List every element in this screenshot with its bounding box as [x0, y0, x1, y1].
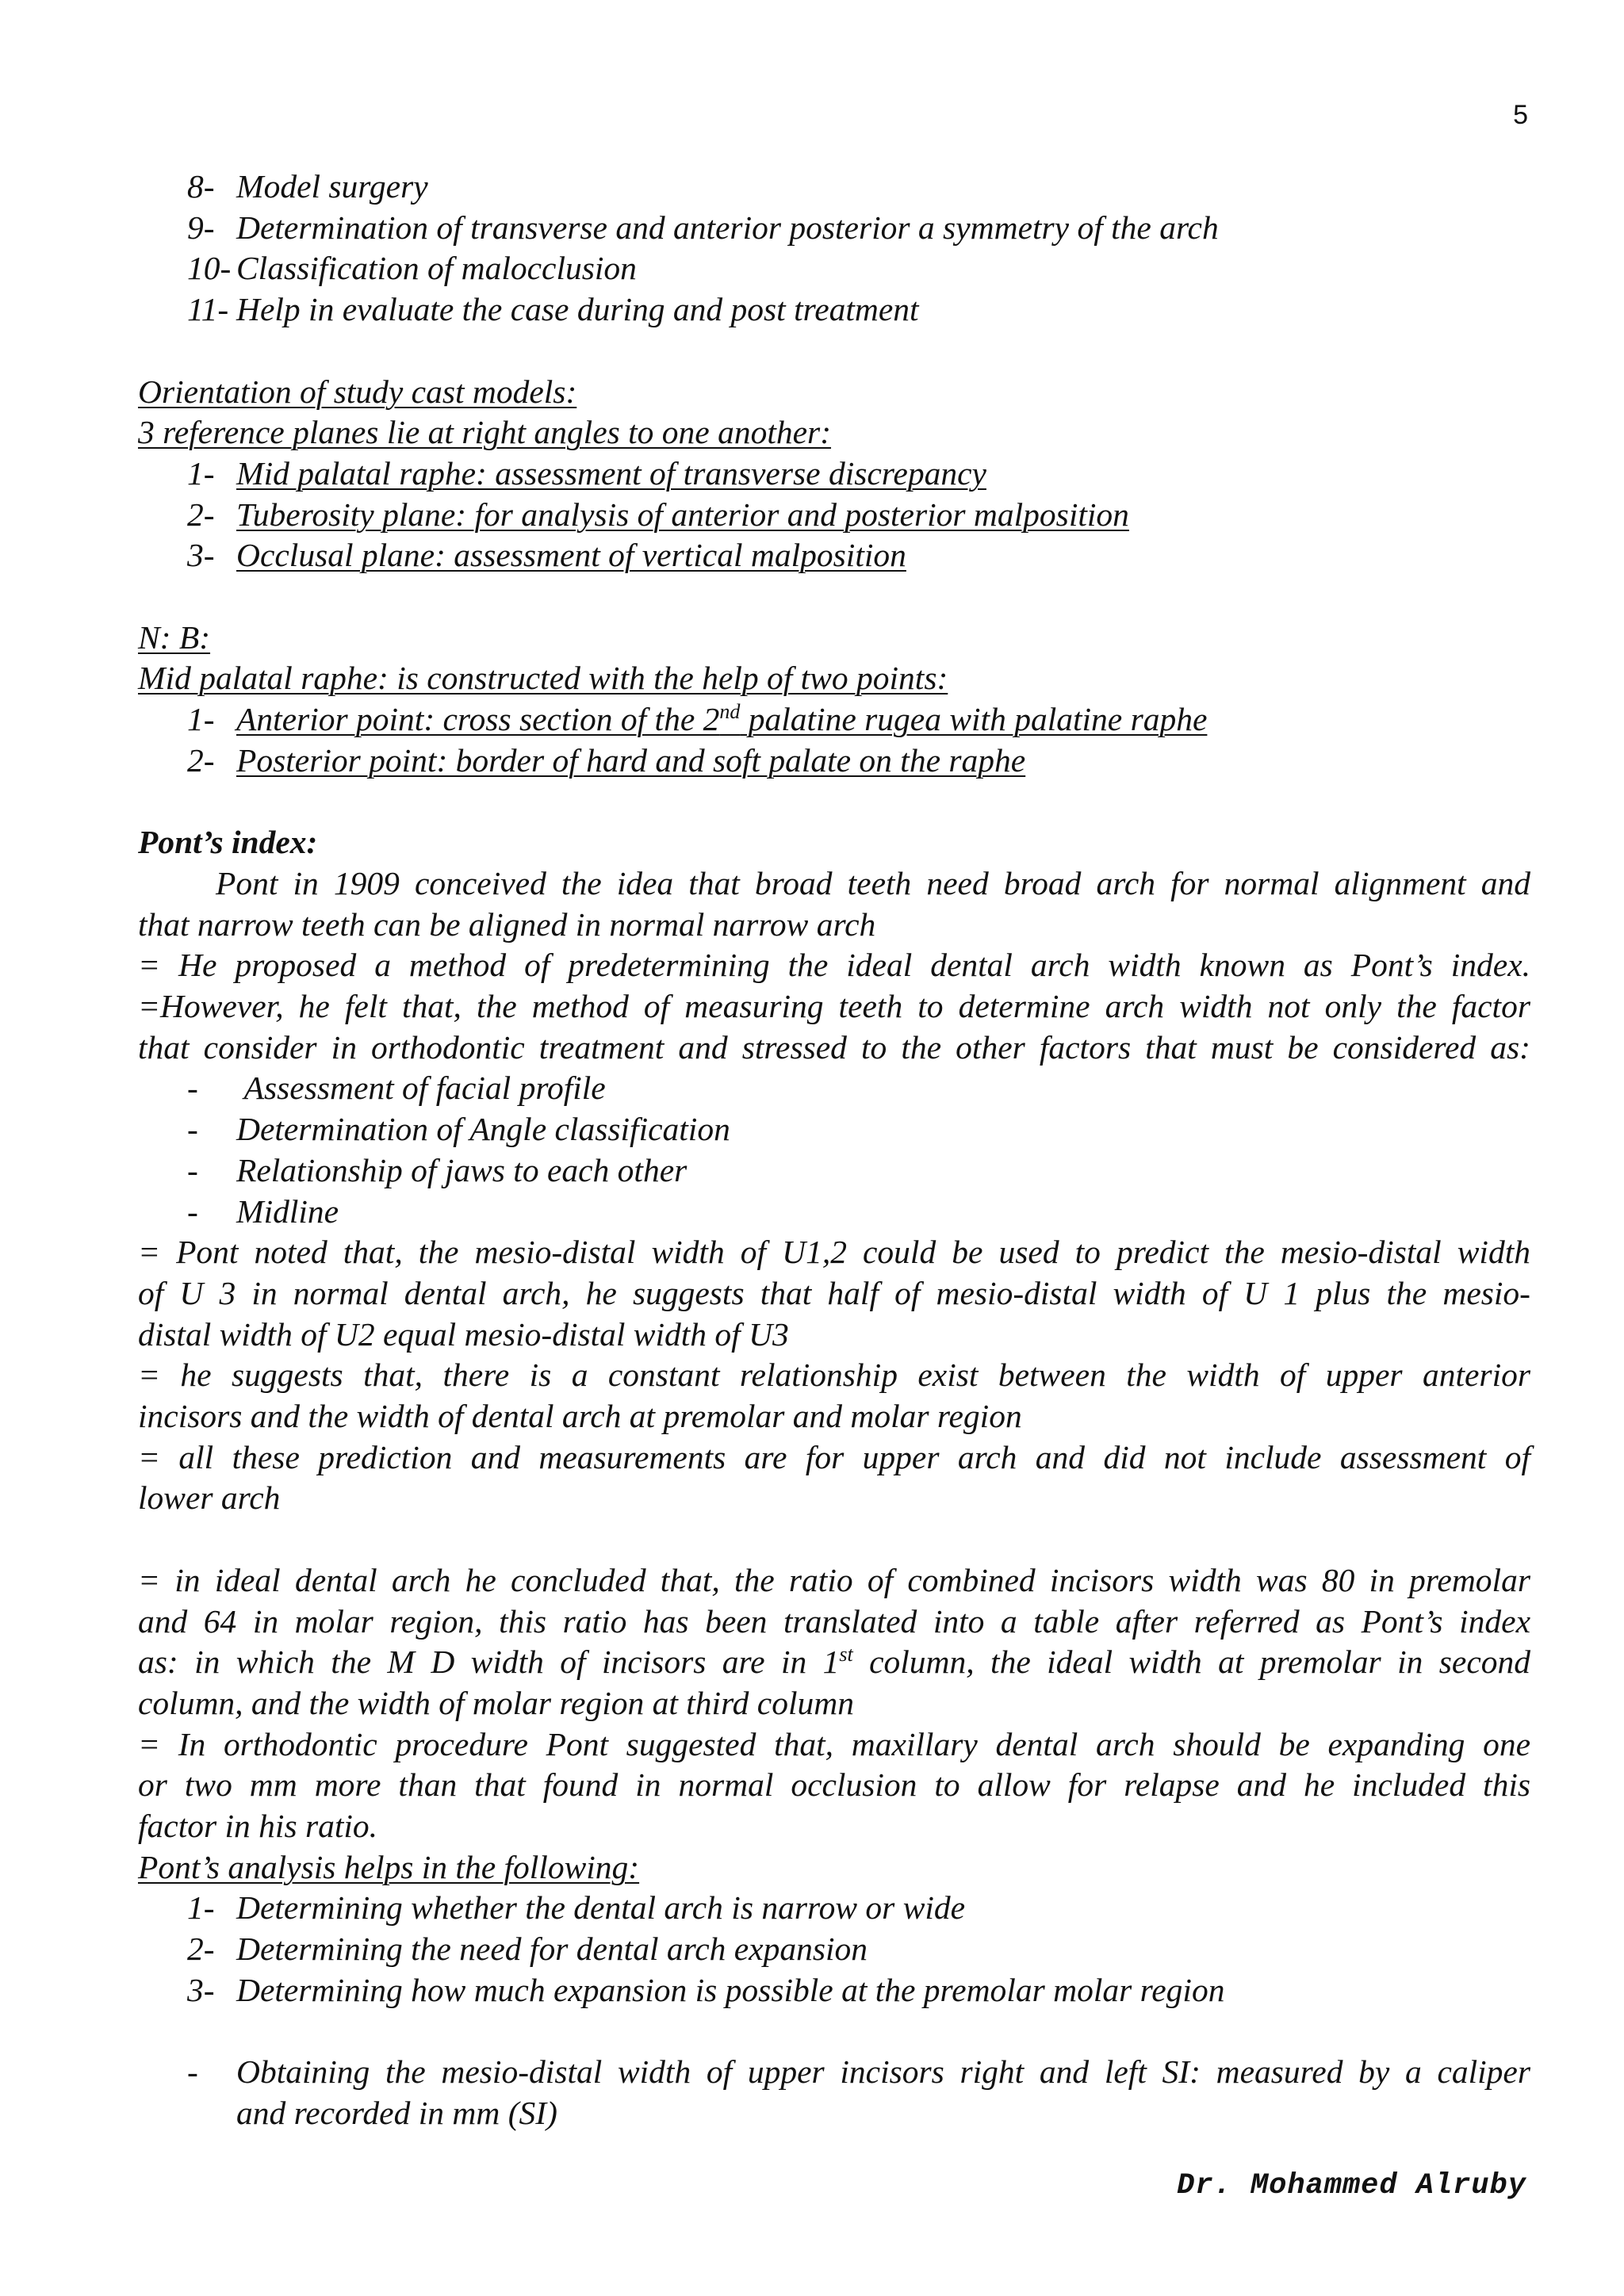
- nb-heading: N: B:: [138, 618, 211, 656]
- list-item: [138, 1150, 1530, 1192]
- text-part: palatine rugea with palatine raphe: [740, 701, 1208, 738]
- analysis-heading: Pont’s analysis helps in the following:: [138, 1848, 640, 1885]
- list-item: [138, 495, 1530, 536]
- list-item: [138, 699, 1530, 740]
- list-item: [138, 1970, 1530, 2011]
- orientation-heading: Orientation of study cast models:: [138, 373, 577, 410]
- list-item: [138, 535, 1530, 576]
- list-item: [138, 166, 1530, 208]
- list-item: [138, 2052, 1530, 2133]
- paragraph-line: distal width of U2 equal mesio-distal width of U3: [138, 1315, 789, 1353]
- list-text: Midline: [236, 1192, 339, 1230]
- paragraph-line: = he suggests that, there is a constant relationship exist between the width of upper anterior: [138, 1357, 1530, 1394]
- list-number: 9-: [187, 209, 215, 246]
- list-item: [138, 1888, 1530, 1929]
- list-text: Occlusal plane: assessment of vertical malposition: [236, 537, 906, 574]
- paragraph-line: that narrow teeth can be aligned in normal narrow arch: [138, 905, 876, 943]
- list-number: 2-: [187, 1931, 215, 1968]
- list-number: 2-: [187, 496, 215, 533]
- paragraph-line: [138, 1642, 1530, 1683]
- paragraph-line: = In orthodontic procedure Pont suggested that, maxillary dental arch should be expanding one: [138, 1725, 1530, 1762]
- list-item: [138, 1192, 1530, 1233]
- list-text: Determining how much expansion is possible at the premolar molar region: [236, 1971, 1225, 2008]
- author-signature: Dr. Mohammed Alruby: [1177, 2169, 1526, 2202]
- paragraph-line: factor in his ratio.: [138, 1808, 378, 1845]
- list-dash: -: [187, 2053, 198, 2091]
- list-text: Assessment of facial profile: [236, 1070, 606, 1107]
- list-item: [138, 289, 1530, 331]
- list-number: 10-: [187, 250, 232, 287]
- page-content: [138, 166, 1530, 2134]
- list-number: 1-: [187, 701, 215, 738]
- list-number: 11-: [187, 291, 229, 328]
- list-text: Relationship of jaws to each other: [236, 1151, 688, 1188]
- orientation-subheading: 3 reference planes lie at right angles to one another:: [138, 414, 832, 451]
- paragraph-line: lower arch: [138, 1479, 281, 1517]
- paragraph-text: Pont in 1909 conceived the idea that broad teeth need broad arch for normal alignment and: [216, 864, 1530, 901]
- list-number: 8-: [187, 168, 215, 205]
- paragraph-line: [138, 863, 1530, 905]
- superscript: st: [839, 1643, 853, 1667]
- list-text: and recorded in mm (SI): [236, 2094, 557, 2131]
- list-text: Determination of transverse and anterior posterior a symmetry of the arch: [236, 209, 1219, 246]
- text-part: Anterior point: cross section of the 2: [236, 701, 720, 738]
- list-item: [138, 1068, 1530, 1109]
- list-text: Determination of Angle classification: [236, 1111, 730, 1148]
- paragraph-line: = all these prediction and measurements are for upper arch and did not include assessment of: [138, 1438, 1530, 1475]
- nb-subheading: Mid palatal raphe: is constructed with the help of two points:: [138, 660, 948, 697]
- list-text: Tuberosity plane: for analysis of anterior and posterior malposition: [236, 496, 1129, 533]
- list-dash: -: [187, 1070, 198, 1107]
- page-number: 5: [1513, 100, 1528, 130]
- list-dash: -: [187, 1192, 198, 1230]
- list-number: 3-: [187, 1971, 215, 2008]
- list-number: 2-: [187, 741, 215, 779]
- list-text: [236, 701, 1207, 737]
- paragraph-line: = He proposed a method of predetermining the ideal dental arch width known as Pont’s index.: [138, 947, 1530, 984]
- paragraph-line: = Pont noted that, the mesio-distal width of U1,2 could be used to predict the mesio-distal width: [138, 1234, 1530, 1271]
- paragraph-line: =However, he felt that, the method of measuring teeth to determine arch width not only the factor: [138, 988, 1530, 1025]
- list-number: 1-: [187, 454, 215, 492]
- paragraph-line: or two mm more than that found in normal occlusion to allow for relapse and he included this: [138, 1766, 1530, 1804]
- list-item: [138, 208, 1530, 249]
- paragraph-line: that consider in orthodontic treatment and stressed to the other factors that must be considered as:: [138, 1028, 1530, 1066]
- list-item: [138, 740, 1530, 782]
- list-text: Help in evaluate the case during and post treatment: [236, 291, 919, 328]
- list-dash: -: [187, 1111, 198, 1148]
- paragraph-line: and 64 in molar region, this ratio has been translated into a table after referred as Pont’s index: [138, 1602, 1530, 1640]
- list-text: Classification of malocclusion: [236, 250, 637, 287]
- ponts-heading: Pont’s index:: [138, 824, 318, 861]
- list-item: [138, 1109, 1530, 1150]
- list-text: Mid palatal raphe: assessment of transverse discrepancy: [236, 454, 986, 492]
- text-part: as: in which the M D width of incisors are in 1: [138, 1644, 840, 1681]
- list-item: [138, 453, 1530, 495]
- list-item: [138, 1929, 1530, 1970]
- list-text: Model surgery: [236, 168, 428, 205]
- list-number: 1-: [187, 1889, 215, 1927]
- list-dash: -: [187, 1151, 198, 1188]
- paragraph-line: column, and the width of molar region at third column: [138, 1684, 854, 1721]
- list-item: [138, 248, 1530, 289]
- list-text: Obtaining the mesio-distal width of upper incisors right and left SI: measured by a caliper: [236, 2053, 1530, 2091]
- superscript: nd: [719, 700, 741, 724]
- text-part: column, the ideal width at premolar in second: [852, 1644, 1530, 1681]
- list-text: Determining whether the dental arch is narrow or wide: [236, 1889, 966, 1927]
- paragraph-line: = in ideal dental arch he concluded that, the ratio of combined incisors width was 80 in premolar: [138, 1561, 1530, 1598]
- list-text: Determining the need for dental arch expansion: [236, 1931, 868, 1968]
- list-text: Posterior point: border of hard and soft palate on the raphe: [236, 741, 1026, 779]
- list-number: 3-: [187, 537, 215, 574]
- paragraph-line: of U 3 in normal dental arch, he suggests that half of mesio-distal width of U 1 plus the mesio-: [138, 1274, 1530, 1311]
- paragraph-line: incisors and the width of dental arch at premolar and molar region: [138, 1398, 1022, 1435]
